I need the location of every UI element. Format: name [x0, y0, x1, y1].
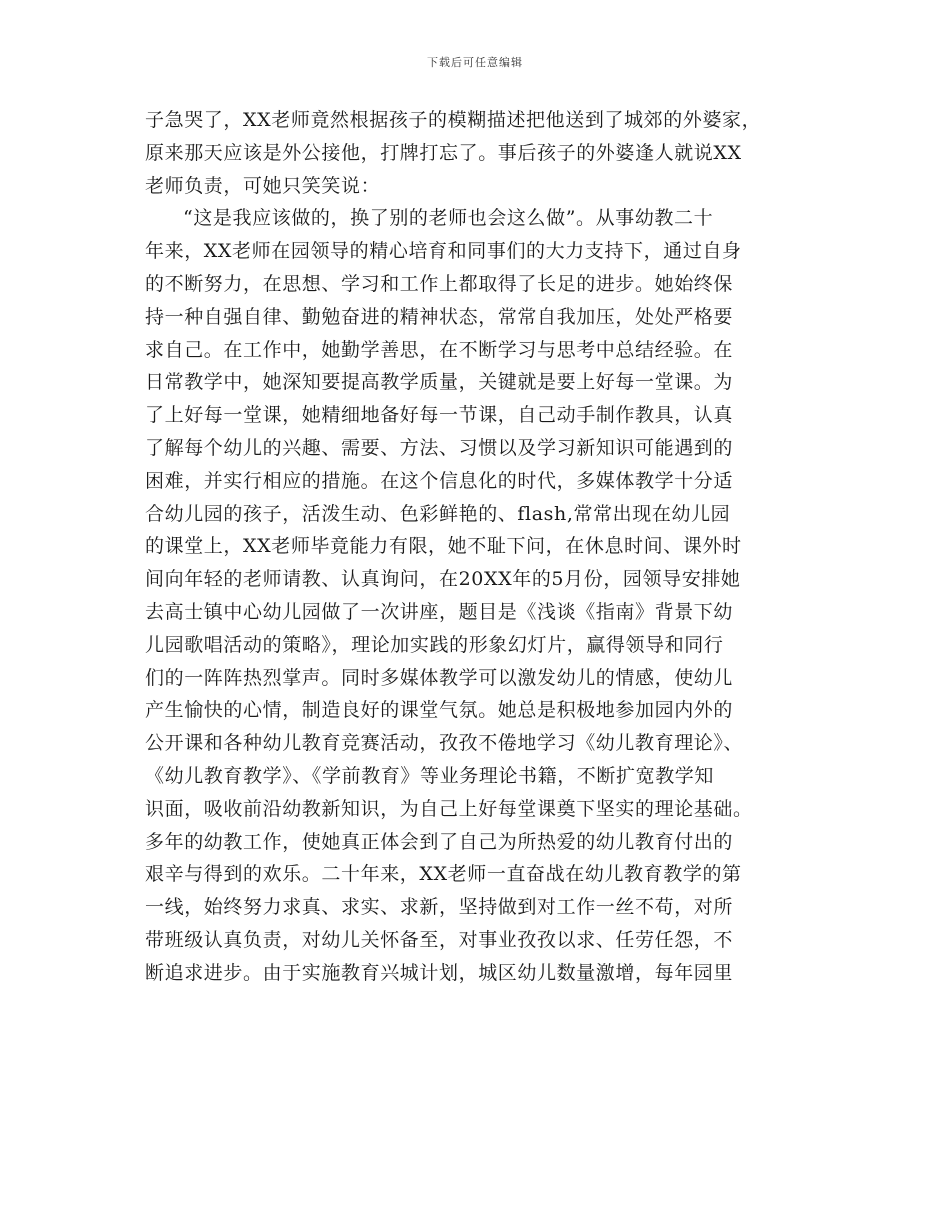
text-line: 原来那天应该是外公接他，打牌打忘了。事后孩子的外婆逢人就说XX [145, 141, 742, 164]
text-line: 儿园歌唱活动的策略》，理论加实践的形象幻灯片，赢得领导和同行 [145, 633, 724, 656]
text-line: 了解每个幼儿的兴趣、需要、方法、习惯以及学习新知识可能遇到的 [145, 436, 734, 459]
text-line: 一线，始终努力求真、求实、求新，坚持做到对工作一丝不苟，对所 [145, 896, 734, 919]
text-line: 老师负责，可她只笑笑说： [145, 174, 381, 197]
text-line: 公开课和各种幼儿教育竞赛活动，孜孜不倦地学习《幼儿教育理论》、 [145, 732, 744, 755]
text-line: 《幼儿教育教学》、《学前教育》等业务理论书籍，不断扩宽教学知 [145, 764, 715, 787]
text-line: 识面，吸收前沿幼教新知识，为自己上好每堂课奠下坚实的理论基础。 [145, 797, 753, 820]
text-line: 合幼儿园的孩子，活泼生动、色彩鲜艳的、flash,常常出现在幼儿园 [145, 502, 731, 525]
text-line: 子急哭了，XX老师竟然根据孩子的模糊描述把他送到了城郊的外婆家， [145, 109, 762, 131]
text-line: 困难，并实行相应的措施。在这个信息化的时代，多媒体教学十分适 [145, 469, 734, 492]
text-line: 艰辛与得到的欢乐。二十年来，XX老师一直奋战在幼儿教育教学的第 [145, 863, 742, 886]
text-line: 持一种自强自律、勤勉奋进的精神状态，常常自我加压，处处严格要 [145, 305, 734, 328]
text-line: “这是我应该做的，换了别的老师也会这么做”。从事幼教二十 [183, 207, 714, 230]
text-line: 的不断努力，在思想、学习和工作上都取得了长足的进步。她始终保 [145, 272, 734, 295]
text-line: 年来，XX老师在园领导的精心培育和同事们的大力支持下，通过自身 [145, 240, 742, 263]
text-line: 断追求进步。由于实施教育兴城计划，城区幼儿数量激增，每年园里 [145, 961, 734, 984]
text-line: 的课堂上，XX老师毕竟能力有限，她不耻下问，在休息时间、课外时 [145, 535, 742, 558]
text-line: 日常教学中，她深知要提高教学质量，关键就是要上好每一堂课。为 [145, 371, 734, 394]
text-line: 求自己。在工作中，她勤学善思，在不断学习与思考中总结经验。在 [145, 338, 734, 361]
text-line: 带班级认真负责，对幼儿关怀备至，对事业孜孜以求、任劳任怨，不 [145, 928, 734, 951]
text-line: 间向年轻的老师请教、认真询问，在20XX年的5月份，园领导安排她 [145, 568, 741, 591]
text-line: 产生愉快的心情，制造良好的课堂气氛。她总是积极地参加园内外的 [145, 699, 734, 722]
page-header: 下载后可任意编辑 [427, 56, 523, 69]
text-line: 多年的幼教工作，使她真正体会到了自己为所热爱的幼儿教育付出的 [145, 830, 734, 853]
text-line: 们的一阵阵热烈掌声。同时多媒体教学可以激发幼儿的情感，使幼儿 [145, 666, 734, 689]
text-line: 去高士镇中心幼儿园做了一次讲座，题目是《浅谈《指南》背景下幼 [145, 600, 734, 623]
text-line: 了上好每一堂课，她精细地备好每一节课，自己动手制作教具，认真 [145, 404, 734, 427]
document-body [145, 104, 809, 990]
